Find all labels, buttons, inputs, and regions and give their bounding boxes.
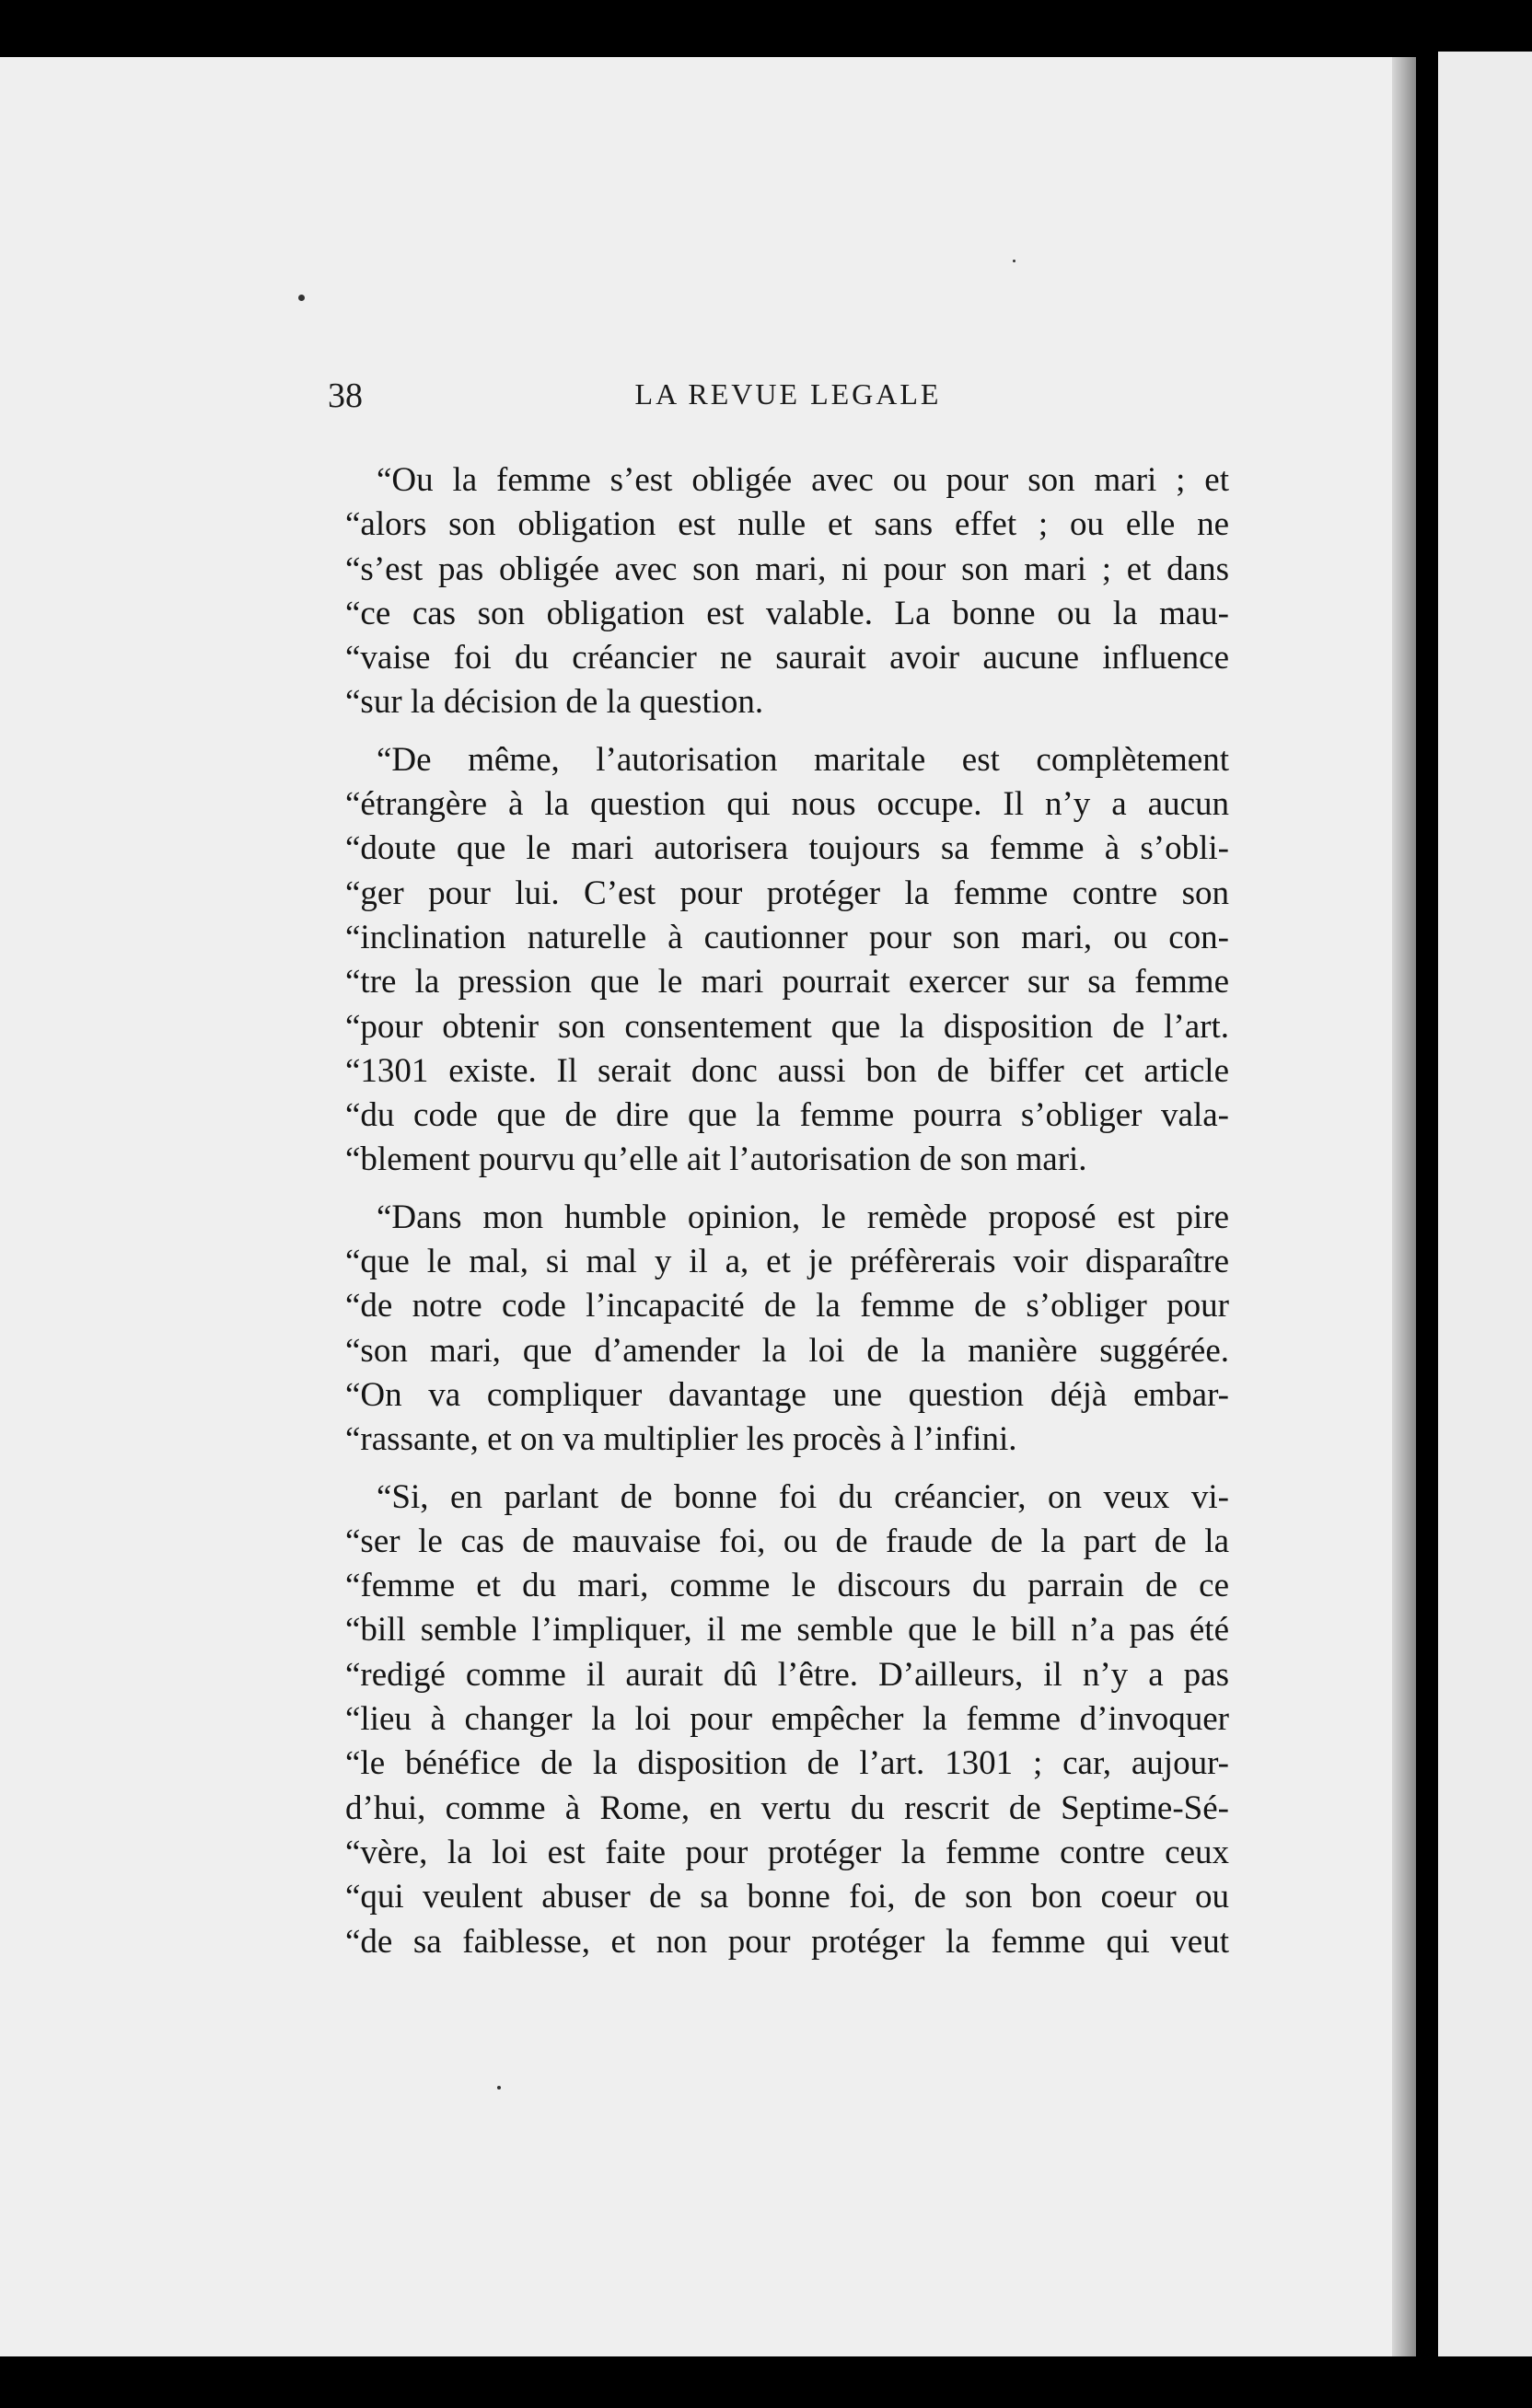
text-line: “redigé comme il aurait dû l’être. D’ailleurs, il n’y a pas: [345, 1655, 1229, 1694]
text-line: “qui veulent abuser de sa bonne foi, de son bon coeur ou: [345, 1878, 1229, 1916]
scan-speck: [1013, 260, 1016, 262]
text-line: “bill semble l’impliquer, il me semble que le bill n’a pas été: [345, 1611, 1229, 1650]
page-header: [328, 376, 1248, 431]
text-line: “de notre code l’incapacité de la femme de s’obliger pour: [345, 1287, 1229, 1326]
paragraph: [345, 458, 1229, 725]
text-line: “Dans mon humble opinion, le remède proposé est pire: [377, 1198, 1229, 1236]
body-text: [345, 458, 1229, 1964]
text-line: “doute que le mari autorisera toujours sa femme à s’obli-: [345, 829, 1229, 868]
text-line: “blement pourvu qu’elle ait l’autorisation de son mari.: [345, 1140, 1087, 1179]
text-line: “On va compliquer davantage une question déjà embar-: [345, 1375, 1229, 1414]
text-line: “sur la décision de la question.: [345, 683, 764, 722]
paragraph: [345, 738, 1229, 1183]
scan-speck: [298, 295, 305, 301]
text-line: “inclination naturelle à cautionner pour son mari, ou con-: [345, 918, 1229, 956]
text-line: “du code que de dire que la femme pourra s’obliger vala-: [345, 1096, 1229, 1135]
scan-top-border: [0, 0, 1532, 57]
paragraph-gap: [345, 1183, 1229, 1196]
text-line: “rassante, et on va multiplier les procès à l’infini.: [345, 1420, 1017, 1459]
paragraph: [345, 1476, 1229, 1964]
text-line: d’hui, comme à Rome, en vertu du rescrit de Septime-Sé-: [345, 1789, 1229, 1827]
scan-speck: [497, 2086, 501, 2090]
paragraph-gap: [345, 1463, 1229, 1476]
text-line: “Si, en parlant de bonne foi du créancier, on veux vi-: [377, 1477, 1229, 1516]
text-line: “ger pour lui. C’est pour protéger la femme contre son: [345, 874, 1229, 912]
text-line: “le bénéfice de la disposition de l’art. 1301 ; car, aujour-: [345, 1744, 1229, 1783]
paragraph-gap: [345, 725, 1229, 738]
text-line: “son mari, que d’amender la loi de la manière suggérée.: [345, 1331, 1229, 1370]
paragraph: [345, 1196, 1229, 1463]
text-line: “s’est pas obligée avec son mari, ni pour son mari ; et dans: [345, 550, 1229, 588]
text-line: “de sa faiblesse, et non pour protéger la femme qui veut: [345, 1922, 1229, 1961]
text-line: “Ou la femme s’est obligée avec ou pour son mari ; et: [377, 461, 1229, 499]
text-line: “ser le cas de mauvaise foi, ou de fraude de la part de la: [345, 1522, 1229, 1560]
book-gutter: [1416, 52, 1438, 2362]
page-number: 38: [328, 376, 363, 415]
text-line: “De même, l’autorisation maritale est complètement: [377, 740, 1229, 779]
text-line: “1301 existe. Il serait donc aussi bon de biffer cet article: [345, 1051, 1229, 1090]
text-line: “vère, la loi est faite pour protéger la femme contre ceux: [345, 1833, 1229, 1871]
running-title: LA REVUE LEGALE: [634, 377, 942, 411]
scan-bottom-border: [0, 2356, 1532, 2408]
text-line: “que le mal, si mal y il a, et je préfèrerais voir disparaître: [345, 1243, 1229, 1281]
text-line: “alors son obligation est nulle et sans effet ; ou elle ne: [345, 505, 1229, 544]
text-line: “tre la pression que le mari pourrait exercer sur sa femme: [345, 963, 1229, 1001]
page-edge-shadow: [1392, 57, 1416, 2356]
text-line: “pour obtenir son consentement que la disposition de l’art.: [345, 1007, 1229, 1046]
text-line: “étrangère à la question qui nous occupe. Il n’y a aucun: [345, 785, 1229, 824]
text-line: “femme et du mari, comme le discours du parrain de ce: [345, 1567, 1229, 1605]
text-line: “ce cas son obligation est valable. La bonne ou la mau-: [345, 594, 1229, 632]
text-line: “vaise foi du créancier ne saurait avoir aucune influence: [345, 639, 1229, 677]
facing-page-edge: [1438, 52, 1532, 2362]
text-line: “lieu à changer la loi pour empêcher la femme d’invoquer: [345, 1700, 1229, 1739]
